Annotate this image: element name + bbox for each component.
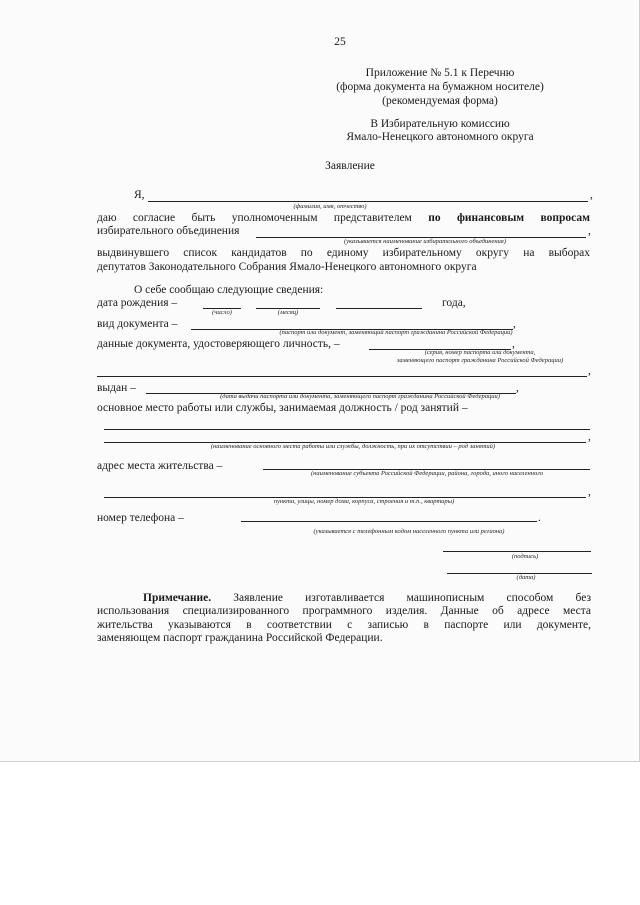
birth-year-suffix: года,	[442, 297, 466, 309]
note-line-1	[143, 592, 591, 605]
intro-prefix: Я,	[134, 189, 145, 201]
note-line-3: жительства указываются в соответствии с записью в паспорте или документе,	[97, 619, 591, 631]
caption-phone: (указывается с телефонным кодом населенного пункта или региона)	[313, 528, 505, 535]
doc-data-comma: ,	[512, 338, 515, 350]
nominated-line-1: выдвинувшего список кандидатов по единому избирательному округу на выборах	[97, 247, 590, 259]
phone-period: .	[538, 512, 541, 524]
phone-field-line[interactable]	[241, 521, 537, 522]
header-appendix: Приложение № 5.1 к Перечню	[365, 67, 515, 79]
signature-line[interactable]	[443, 551, 591, 552]
addressee-line-2: Ямало-Ненецкого автономного округа	[346, 131, 534, 143]
consent-line	[97, 212, 590, 225]
note-label: Примечание.	[143, 592, 212, 604]
work-comma: ,	[588, 431, 591, 443]
note-line-2: использования специализированного программного изделия. Данные об адресе места	[97, 605, 591, 617]
caption-signature: (подпись)	[511, 553, 539, 560]
addressee-line-1: В Избирательную комиссию	[370, 118, 510, 130]
page-number: 25	[334, 36, 346, 48]
caption-issued: (дата выдачи паспорта или документа, заменяющего паспорт гражданина Российской Федерации)	[220, 393, 500, 400]
address-label: адрес места жительства –	[97, 460, 223, 472]
name-field-line[interactable]	[148, 201, 588, 202]
header-recommended: (рекомендуемая форма)	[382, 95, 498, 107]
caption-name: (фамилия, имя, отчество)	[293, 203, 367, 210]
address-comma: ,	[588, 486, 591, 498]
note-line-4: заменяющем паспорт гражданина Российской Федерации.	[97, 632, 383, 644]
association-comma: ,	[588, 225, 591, 237]
consent-text: даю согласие быть уполномоченным представителем	[97, 212, 412, 224]
doc-type-label: вид документа –	[97, 318, 178, 330]
caption-work: (наименование основного места работы или службы, должность, при их отсутствии – род занятий)	[210, 443, 496, 450]
birth-year-line[interactable]	[336, 308, 422, 309]
issued-label: выдан –	[97, 382, 136, 394]
document-title: Заявление	[325, 160, 375, 172]
info-heading: О себе сообщаю следующие сведения:	[134, 284, 324, 296]
issued-comma: ,	[516, 382, 519, 394]
caption-association: (указывается наименование избирательного объединения)	[344, 238, 506, 245]
birth-label: дата рождения –	[97, 297, 178, 309]
doc-type-comma: ,	[513, 318, 516, 330]
note-text-1: Заявление изготавливается машинописным способом без	[233, 592, 591, 604]
association-label: избирательного объединения	[97, 225, 240, 237]
work-label: основное место работы или службы, занимаемая должность / род занятий –	[97, 402, 468, 414]
caption-date: (дата)	[516, 574, 536, 581]
doc-data-label: данные документа, удостоверяющего личность, –	[97, 338, 340, 350]
nominated-line-2: депутатов Законодательного Собрания Ямало-Ненецкого автономного округа	[97, 261, 477, 273]
doc-data-comma-2: ,	[588, 365, 591, 377]
consent-bold: по финансовым вопросам	[428, 212, 590, 224]
caption-address-2: пункта, улицы, номер дома, корпуса, строения и т.п., квартиры)	[273, 498, 455, 505]
header-form-type: (форма документа на бумажном носителе)	[336, 81, 544, 93]
caption-day: (число)	[212, 309, 232, 316]
caption-doc-data-2: заменяющего паспорт гражданина Российской Федерации)	[396, 357, 564, 364]
name-comma: ,	[590, 189, 593, 201]
doc-data-field-line-2[interactable]	[97, 376, 587, 377]
work-field-line-1[interactable]	[104, 429, 590, 430]
caption-month: (месяц)	[277, 309, 299, 316]
caption-doc-type: (паспорт или документ, заменяющий паспорт гражданина Российской Федерации)	[279, 329, 513, 336]
caption-address-1: (наименование субъекта Российской Федерации, района, города, иного населенного	[310, 470, 544, 477]
phone-label: номер телефона –	[97, 512, 184, 524]
caption-doc-data-1: (серия, номер паспорта или документа,	[424, 349, 536, 356]
